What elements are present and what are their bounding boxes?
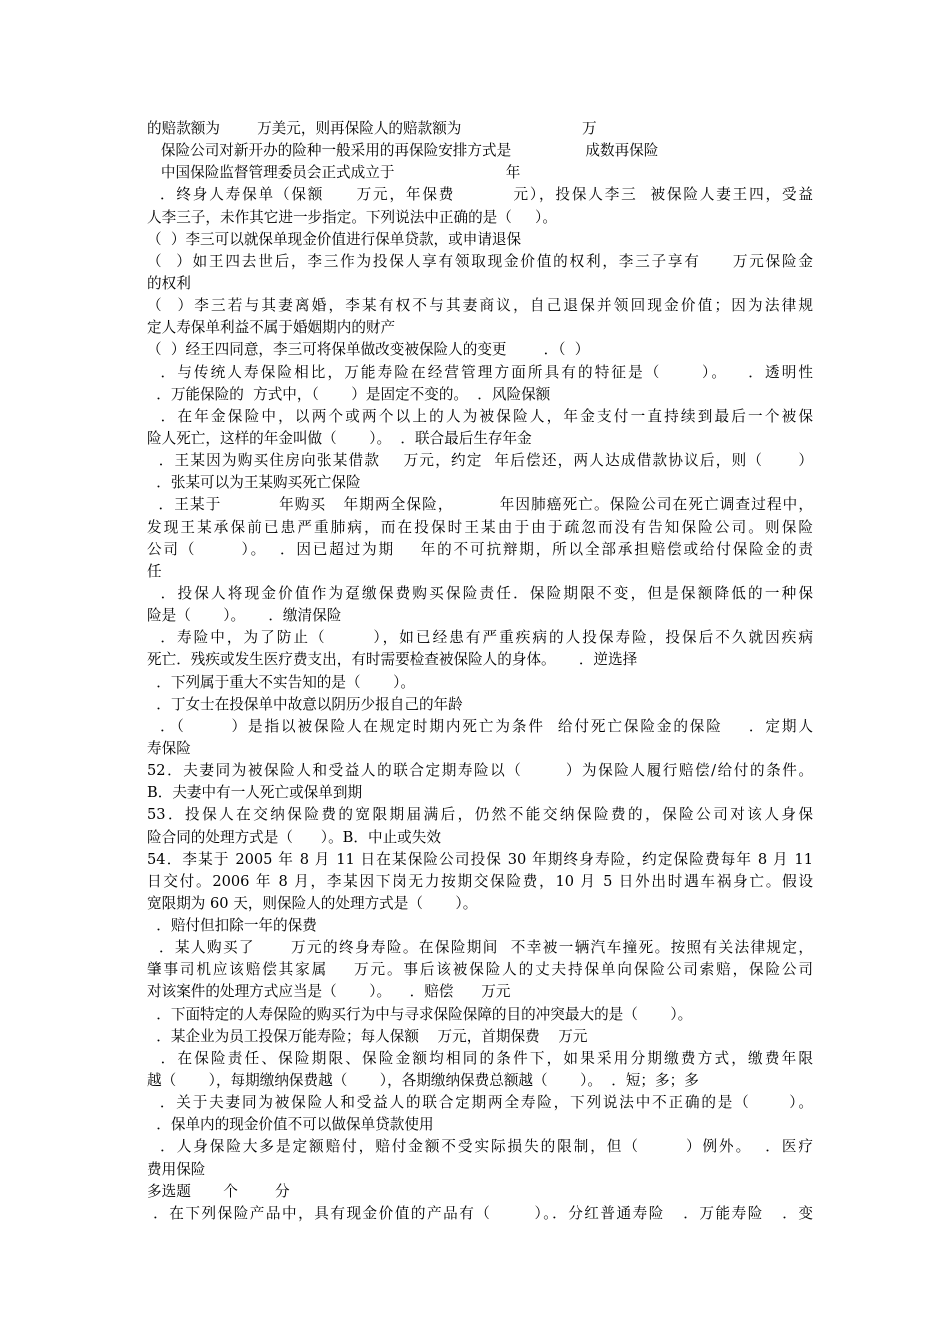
text-line: （ ）李三若与其妻离婚，李某有权不与其妻商议，自己退保并领回现金价值；因为法律规 (147, 297, 813, 315)
text-line: ．丁女士在投保单中故意以阴历少报自己的年龄 (147, 695, 463, 713)
text-line: 任 (147, 562, 162, 580)
text-line: （ ）经王四同意，李三可将保单做改变被保险人的变更 ．（ ） (147, 341, 590, 359)
text-line: 保险公司对新开办的险种一般采用的再保险安排方式是 成数再保险 (147, 142, 659, 160)
text-line: 日交付。2006 年 8 月，李某因下岗无力按期交保险费，10 月 5 日外出时遇车祸身亡。假设 (147, 872, 813, 890)
text-line: 53．投保人在交纳保险费的宽限期届满后，仍然不能交纳保险费的，保险公司对该人身保 (147, 806, 813, 824)
text-line: ．某企业为员工投保万能寿险；每人保额 万元，首期保费 万元 (147, 1027, 588, 1045)
text-line: 险是（ ）。 ．缴清保险 (147, 607, 342, 625)
text-line: 费用保险 (147, 1160, 206, 1178)
text-line: 险人死亡，这样的年金叫做（ ）。 ．联合最后生存年金 (147, 429, 532, 447)
text-line: （ ）李三可以就保单现金价值进行保单贷款，或申请退保 (147, 230, 522, 248)
text-line: 肇事司机应该赔偿其家属 万元。事后该被保险人的丈夫持保单向保险公司索赔，保险公司 (147, 961, 813, 979)
text-line: 险合同的处理方式是（ ）。B．中止或失效 (147, 828, 441, 846)
text-line: （ ）如王四去世后，李三作为投保人享有领取现金价值的权利，李三子享有 万元保险金 (147, 252, 813, 270)
text-line: 寿保险 (147, 739, 191, 757)
text-line: ．在下列保险产品中，具有现金价值的产品有（ ）。．分红普通寿险 ．万能寿险 ．变 (147, 1204, 813, 1222)
text-line: 的权利 (147, 274, 191, 292)
text-line: ．下面特定的人寿保险的购买行为中与寻求保险保障的目的冲突最大的是（ ）。 (147, 1005, 693, 1023)
text-line: 多选题 个 分 (147, 1182, 290, 1200)
document-page (147, 118, 813, 1225)
text-line: ．（ ）是指以被保险人在规定时期内死亡为条件 给付死亡保险金的保险 ．定期人 (147, 717, 813, 735)
text-line: 死亡．残疾或发生医疗费支出，有时需要检查被保险人的身体。 ．逆选择 (147, 651, 638, 669)
text-line: ．赔付但扣除一年的保费 (147, 917, 317, 935)
text-line: ．王某于 年购买 年期两全保险， 年因肺癌死亡。保险公司在死亡调查过程中， (147, 496, 813, 514)
text-line: ．终身人寿保单（保额 万元，年保费 元），投保人李三 被保险人妻王四，受益 (147, 186, 813, 204)
text-line: 人李三子，未作其它进一步指定。下列说法中正确的是（ ）。 (147, 208, 557, 226)
text-line: ．人身保险大多是定额赔付，赔付金额不受实际损失的限制，但（ ）例外。 ．医疗 (147, 1138, 813, 1156)
text-line: 54．李某于 2005 年 8 月 11 日在某保险公司投保 30 年期终身寿险，约定保险费每年 8 月 11 (147, 850, 813, 868)
text-line: ．张某可以为王某购买死亡保险 (147, 474, 361, 492)
text-line: 越（ ），每期缴纳保费越（ ），各期缴纳保费总额越（ ）。 ．短；多；多 (147, 1072, 699, 1090)
text-line: 发现王某承保前已患严重肺病，而在投保时王某由于由于疏忽而没有告知保险公司。则保险 (147, 518, 813, 536)
text-line: ．投保人将现金价值作为趸缴保费购买保险责任．保险期限不变，但是保额降低的一种保 (147, 584, 813, 602)
text-line: 对该案件的处理方式应当是（ ）。 ．赔偿 万元 (147, 983, 511, 1001)
text-line: ．在年金保险中，以两个或两个以上的人为被保险人，年金支付一直持续到最后一个被保 (147, 407, 813, 425)
text-line: ．与传统人寿保险相比，万能寿险在经营管理方面所具有的特征是（ ）。 ．透明性 (147, 363, 813, 381)
text-line: ．关于夫妻同为被保险人和受益人的联合定期两全寿险，下列说法中不正确的是（ ）。 (147, 1094, 813, 1112)
text-line: 定人寿保单利益不属于婚姻期内的财产 (147, 319, 396, 337)
text-line: 公司（ ）。 ．因已超过为期 年的不可抗辩期，所以全部承担赔偿或给付保险金的责 (147, 540, 813, 558)
text-line: 宽限期为 60 天，则保险人的处理方式是（ ）。 (147, 894, 478, 912)
text-line: ．下列属于重大不实告知的是（ ）。 (147, 673, 415, 691)
text-line: ．保单内的现金价值不可以做保单贷款使用 (147, 1116, 434, 1134)
text-line: ．某人购买了 万元的终身寿险。在保险期间 不幸被一辆汽车撞死。按照有关法律规定， (147, 939, 813, 957)
text-line: ．王某因为购买住房向张某借款 万元，约定 年后偿还，两人达成借款协议后，则（ ） (147, 452, 813, 470)
text-line: 的赔款额为 万美元，则再保险人的赔款额为 万 (147, 120, 597, 137)
text-line: B．夫妻中有一人死亡或保单到期 (147, 784, 363, 802)
text-line: ．在保险责任、保险期限、保险金额均相同的条件下，如果采用分期缴费方式，缴费年限 (147, 1049, 813, 1067)
text-line: ．万能保险的 方式中，（ ）是固定不变的。 ．风险保额 (147, 385, 551, 403)
text-line: 中国保险监督管理委员会正式成立于 年 (147, 164, 521, 182)
text-line: ．寿险中，为了防止（ ），如已经患有严重疾病的人投保寿险，投保后不久就因疾病 (147, 629, 813, 647)
text-line: 52．夫妻同为被保险人和受益人的联合定期寿险以（ ）为保险人履行赔偿/给付的条件。 (147, 762, 813, 780)
